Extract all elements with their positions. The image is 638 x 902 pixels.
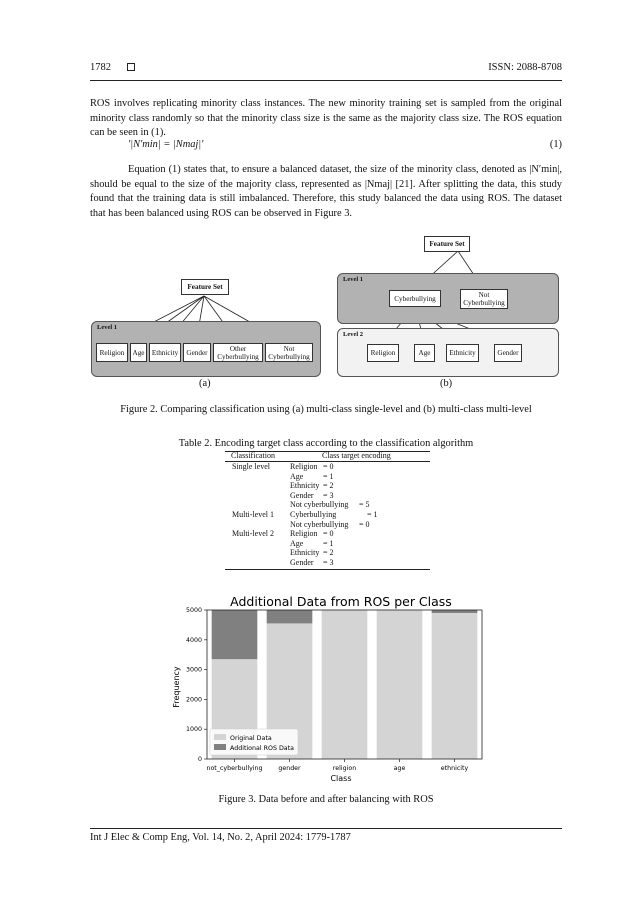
level1-panel-b: [337, 273, 559, 324]
table-row: [225, 539, 430, 549]
legend-label: Original Data: [230, 735, 272, 742]
node-not-cyberbullying-b: Not Cyberbullying: [460, 289, 508, 309]
bar-age-original-data: [377, 610, 423, 759]
page-number: 1782: [90, 62, 111, 73]
node-gender-b: Gender: [494, 344, 522, 362]
table-cell-classification: Multi-level 1: [232, 509, 274, 519]
y-tick-label: 2000: [185, 696, 202, 704]
bar-religion-original-data: [322, 610, 368, 759]
table-cell-value: = 1: [367, 509, 378, 519]
x-tick-label: ethnicity: [440, 765, 469, 772]
table-row: [225, 462, 430, 472]
feature-set-a: Feature Set: [181, 279, 229, 295]
table-cell-value: = 0: [359, 519, 370, 529]
table-header-encoding: Class target encoding: [322, 451, 391, 460]
table-header-classification: Classification: [231, 451, 275, 460]
chart-xlabel: Class: [330, 774, 352, 783]
chart-title: Additional Data from ROS per Class: [230, 594, 452, 609]
node-ethnicity-a: Ethnicity: [149, 343, 181, 362]
table-row: [225, 491, 430, 501]
table-row: [225, 529, 430, 539]
bar-gender-additional-ros-data: [267, 610, 313, 623]
table-row: [225, 472, 430, 482]
table-cell-label: Not cyberbullying: [290, 519, 349, 529]
table-cell-label: Not cyberbullying: [290, 500, 349, 510]
figure-2b-label: (b): [440, 378, 453, 389]
table-cell-value: = 3: [323, 490, 334, 500]
node-not-cyberbullying-a: Not Cyberbullying: [265, 343, 313, 362]
legend-swatch: [214, 744, 226, 750]
table-cell-label: Cyberbullying: [290, 509, 337, 519]
y-tick-label: 1000: [185, 726, 202, 734]
footer-rule: [90, 828, 562, 829]
table-2-caption: Table 2. Encoding target class according to the classification algorithm: [178, 438, 474, 449]
table-cell-value: = 1: [323, 538, 334, 548]
node-age-b: Age: [414, 344, 435, 362]
equation: '|N′min| = |Nmaj|': [128, 139, 204, 150]
table-cell-label: Gender: [290, 490, 314, 500]
table-cell-value: = 0: [323, 462, 334, 471]
legend-swatch: [214, 734, 226, 740]
table-cell-label: Age: [290, 538, 304, 548]
y-tick-label: 3000: [185, 666, 202, 674]
x-tick-label: religion: [332, 765, 357, 772]
table-cell-label: Age: [290, 471, 304, 481]
node-religion-b: Religion: [367, 344, 399, 362]
table-cell-classification: Single level: [232, 462, 270, 471]
legend-label: Additional ROS Data: [230, 745, 294, 752]
feature-set-b: Feature Set: [424, 236, 470, 252]
figure-3-caption: Figure 3. Data before and after balancing with ROS: [218, 794, 434, 805]
y-tick-label: 5000: [185, 607, 202, 614]
figure-2a-label: (a): [199, 378, 211, 389]
level1-label-a: Level 1: [97, 324, 118, 331]
table-cell-label: Religion: [290, 462, 318, 471]
table-cell-label: Religion: [290, 529, 318, 539]
table-row: [225, 558, 430, 568]
table-cell-value: = 3: [323, 557, 334, 567]
node-other-cyberbullying-a: Other Cyberbullying: [213, 343, 263, 362]
equation-number: (1): [549, 139, 562, 150]
table-bottom-rule: [225, 569, 430, 570]
table-cell-value: = 0: [323, 529, 334, 539]
node-religion-a: Religion: [96, 343, 128, 362]
bar-not_cyberbullying-additional-ros-data: [212, 610, 258, 659]
table-cell-value: = 2: [323, 548, 334, 558]
x-tick-label: gender: [278, 765, 301, 772]
paragraph-2: Equation (1) states that, to ensure a balanced dataset, the size of the minority class, denoted as |N′min|, should be equal to the size of the majority class, represented as |Nmaj| [21]. After splitting the data, this study found that the training data is still imbalanced. Therefore, this study balanced the data using ROS. The dataset that has been balanced using ROS can be observed in Figure 3.: [90, 164, 562, 219]
figure-2-caption: Figure 2. Comparing classification using (a) multi-class single-level and (b) multi-class multi-level: [120, 404, 532, 415]
node-cyberbullying-b: Cyberbullying: [389, 290, 441, 307]
bar-ethnicity-original-data: [432, 613, 478, 759]
table-cell-value: = 1: [323, 471, 334, 481]
bar-ethnicity-additional-ros-data: [432, 610, 478, 613]
node-age-a: Age: [130, 343, 147, 362]
y-tick-label: 0: [197, 756, 202, 763]
table-cell-value: = 5: [359, 500, 370, 510]
table-2-body: [225, 462, 430, 568]
paragraph-1: ROS involves replicating minority class instances. The new minority training set is sampled from the original minority class randomly so that the minority class size is the same as the majority class size. The ROS equation can be seen in (1).: [90, 98, 562, 138]
node-gender-a: Gender: [183, 343, 211, 362]
table-cell-label: Ethnicity: [290, 481, 320, 491]
table-row: [225, 481, 430, 491]
issn: ISSN: 2088-8708: [488, 62, 562, 73]
level2-label-b: Level 2: [343, 331, 364, 338]
chart-ylabel: Frequency: [172, 666, 181, 708]
x-tick-label: not_cyberbullying: [206, 765, 263, 772]
footer-citation: Int J Elec & Comp Eng, Vol. 14, No. 2, April 2024: 1779-1787: [90, 832, 351, 843]
table-row: [225, 510, 430, 520]
table-cell-label: Gender: [290, 557, 314, 567]
table-row: [225, 548, 430, 558]
table-cell-value: = 2: [323, 481, 334, 491]
node-ethnicity-b: Ethnicity: [446, 344, 479, 362]
table-cell-label: Ethnicity: [290, 548, 320, 558]
table-row: [225, 500, 430, 510]
y-tick-label: 4000: [185, 636, 202, 644]
figure-3-chart: [160, 590, 490, 785]
x-tick-label: age: [393, 765, 406, 772]
table-row: [225, 520, 430, 530]
level1-label-b: Level 1: [343, 276, 364, 283]
table-cell-classification: Multi-level 2: [232, 529, 274, 539]
